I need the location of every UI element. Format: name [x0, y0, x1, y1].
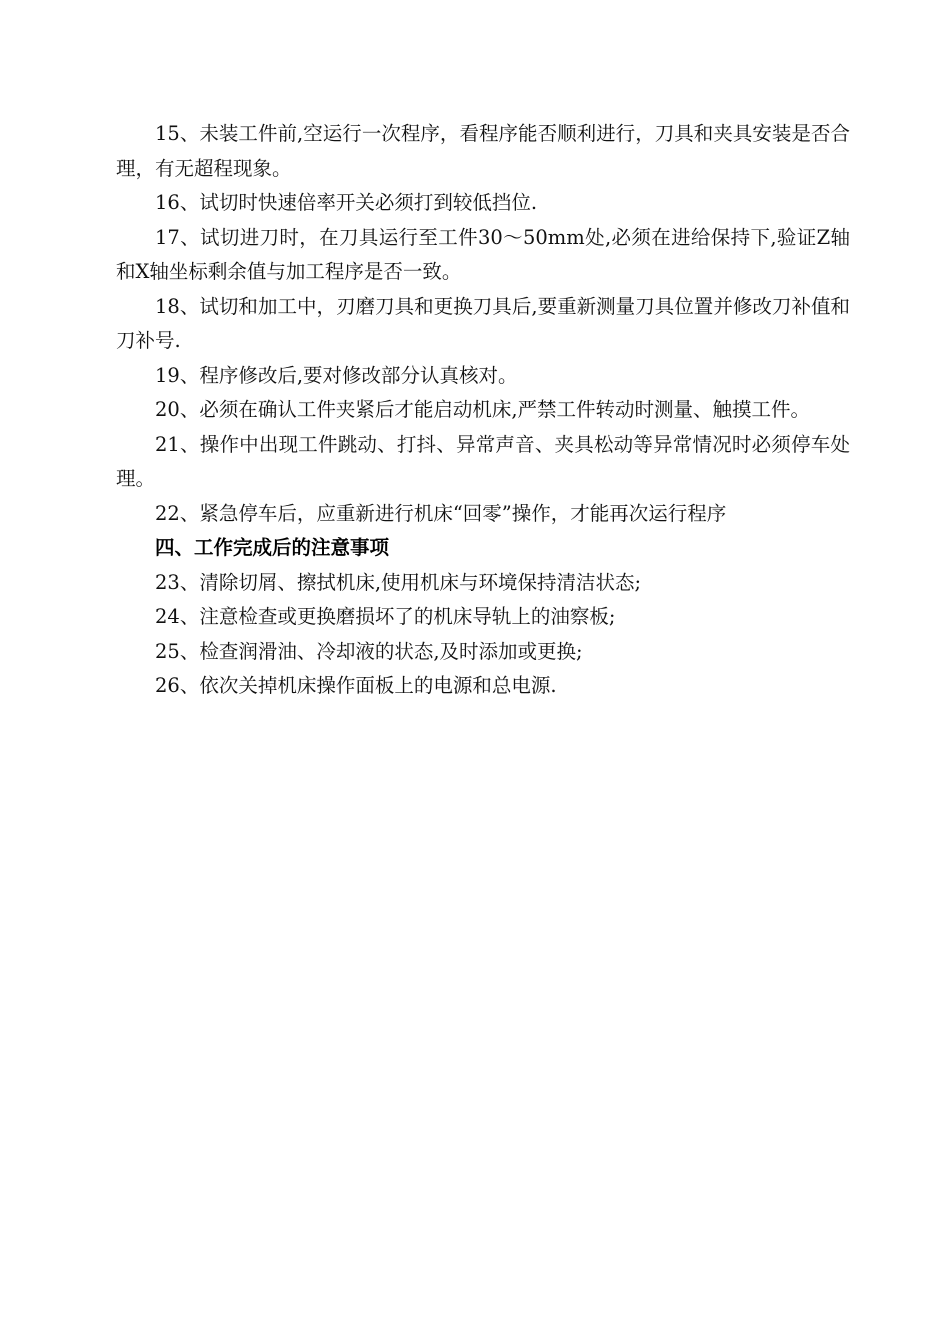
paragraph-item-17: 17、试切进刀时，在刀具运行至工件30～50mm处,必须在进给保持下,验证Z轴和X轴坐标剩余值与加工程序是否一致。 [116, 225, 850, 283]
section-heading: 四、工作完成后的注意事项 [155, 536, 390, 559]
paragraph-item-21: 21、操作中出现工件跳动、打抖、异常声音、夹具松动等异常情况时必须停车处理。 [116, 432, 850, 490]
paragraph-item-24: 24、注意检查或更换磨损坏了的机床导轨上的油察板; [155, 605, 616, 628]
document-body [116, 117, 850, 704]
paragraph-item-25: 25、检查润滑油、冷却液的状态,及时添加或更换; [155, 639, 583, 663]
paragraph-item-23: 23、清除切屑、擦拭机床,使用机床与环境保持清洁状态; [155, 570, 642, 594]
paragraph-item-26: 26、依次关掉机床操作面板上的电源和总电源. [155, 674, 557, 697]
paragraph-item-19: 19、程序修改后,要对修改部分认真核对。 [155, 363, 518, 387]
paragraph-item-18: 18、试切和加工中，刃磨刀具和更换刀具后,要重新测量刀具位置并修改刀补值和刀补号. [116, 294, 850, 352]
paragraph-item-16: 16、试切时快速倍率开关必须打到较低挡位. [155, 191, 538, 214]
paragraph-item-15: 15、未装工件前,空运行一次程序，看程序能否顺利进行，刀具和夹具安装是否合理，有无超程现象。 [116, 122, 850, 180]
paragraph-item-20: 20、必须在确认工件夹紧后才能启动机床,严禁工件转动时测量、触摸工件。 [155, 398, 811, 421]
paragraph-item-22: 22、紧急停车后，应重新进行机床“回零”操作，才能再次运行程序 [155, 501, 727, 525]
